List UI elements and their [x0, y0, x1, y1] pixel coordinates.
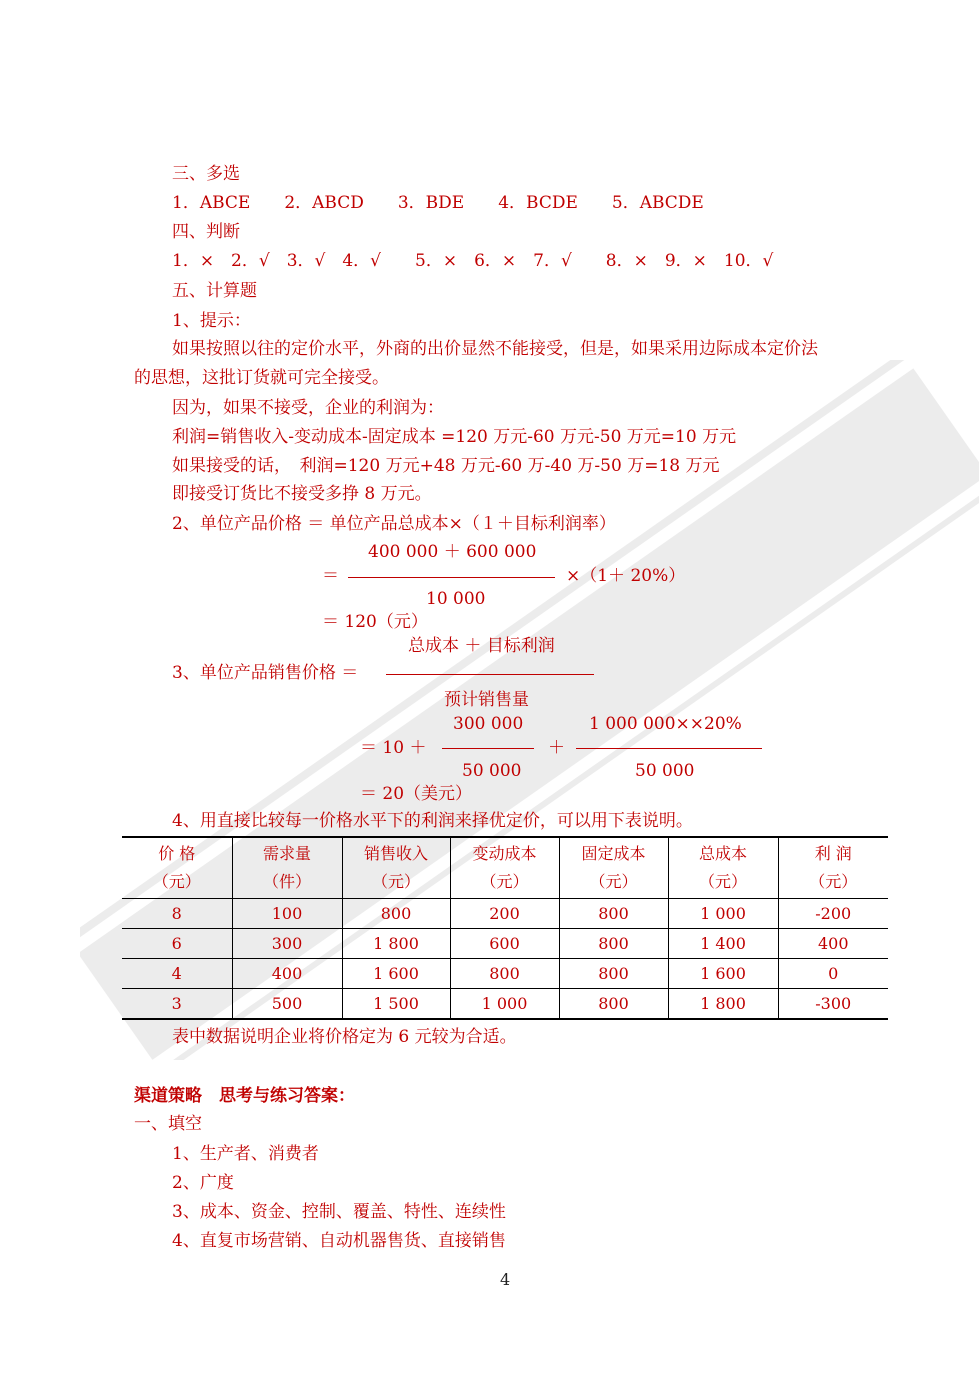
table-cell: 600: [450, 929, 559, 959]
table-cell: -200: [778, 899, 888, 929]
q2-multiplier: ×（1＋ 20%）: [566, 566, 686, 586]
fill-in-item: 2、广度: [172, 1173, 234, 1193]
table-cell: -300: [778, 989, 888, 1020]
q1-paragraph-line-1: 如果按照以往的定价水平，外商的出价显然不能接受，但是，如果采用边际成本定价法: [172, 339, 818, 359]
section-true-false-title: 四、判断: [172, 222, 240, 242]
q3-expression-left: ＝ 10 ＋: [360, 738, 427, 758]
table-cell: 1 000: [450, 989, 559, 1020]
table-cell: 400: [232, 959, 342, 989]
table-cell: 0: [778, 959, 888, 989]
table-cell: 800: [342, 899, 450, 929]
q3-fraction2-numerator: 1 000 000××20%: [589, 714, 742, 734]
q2-denominator: 10 000: [426, 589, 486, 609]
table-cell: 1 800: [342, 929, 450, 959]
fill-in-item: 4、直复市场营销、自动机器售货、直接销售: [172, 1231, 506, 1251]
table-row: [122, 899, 888, 929]
table-cell: 100: [232, 899, 342, 929]
table-cell: 400: [778, 929, 888, 959]
q1-profit-accept: 如果接受的话， 利润=120 万元+48 万元-60 万-40 万-50 万=18 万元: [172, 456, 720, 476]
table-cell: 300: [232, 929, 342, 959]
table-cell: 800: [559, 989, 668, 1020]
true-false-answers: 1．× 2．√ 3．√ 4．√ 5．× 6．× 7．√ 8．× 9．× 10．√: [172, 251, 774, 271]
q1-label: 1、提示：: [172, 311, 251, 331]
channel-strategy-heading: 渠道策略 思考与练习答案：: [134, 1086, 355, 1106]
q2-result: ＝ 120（元）: [322, 612, 428, 632]
table-row: [122, 989, 888, 1020]
q1-paragraph-line-2: 的思想，这批订货就可完全接受。: [134, 368, 389, 388]
section-calculation-title: 五、计算题: [172, 281, 257, 301]
page-number: 4: [500, 1270, 511, 1289]
q3-label: 3、单位产品销售价格 ＝: [172, 663, 359, 683]
fill-in-item: 3、成本、资金、控制、覆盖、特性、连续性: [172, 1202, 506, 1222]
table-row: [122, 929, 888, 959]
q3-fraction-bar: [386, 674, 594, 675]
table-cell: 1 400: [668, 929, 778, 959]
fill-in-title: 一、填空: [134, 1114, 202, 1134]
q2-fraction-bar: [348, 577, 555, 578]
table-cell: 1 600: [668, 959, 778, 989]
table-cell: 1 800: [668, 989, 778, 1020]
table-header-cell: 销售收入 （元）: [342, 837, 450, 899]
q3-fraction1-denominator: 50 000: [462, 761, 522, 781]
table-cell: 800: [559, 929, 668, 959]
table-cell: 200: [450, 899, 559, 929]
q1-profit-reject: 利润=销售收入-变动成本-固定成本 =120 万元-60 万元-50 万元=10 万元: [172, 427, 737, 447]
multiple-choice-answers: 1．ABCE 2．ABCD 3．BDE 4．BCDE 5．ABCDE: [172, 193, 704, 213]
table-header-cell: 变动成本 （元）: [450, 837, 559, 899]
table-header-cell: 利 润 （元）: [778, 837, 888, 899]
table-cell: 800: [450, 959, 559, 989]
table-header-cell: 需求量 （件）: [232, 837, 342, 899]
table-cell: 3: [122, 989, 232, 1020]
q1-reason: 因为，如果不接受，企业的利润为：: [172, 398, 444, 418]
table-cell: 6: [122, 929, 232, 959]
q1-conclusion: 即接受订货比不接受多挣 8 万元。: [172, 484, 432, 504]
table-cell: 1 600: [342, 959, 450, 989]
q2-formula: 2、单位产品价格 ＝ 单位产品总成本×（１＋目标利润率）: [172, 514, 616, 534]
q3-result: ＝ 20（美元）: [360, 784, 473, 804]
fill-in-item: 1、生产者、消费者: [172, 1144, 319, 1164]
table-row: [122, 959, 888, 989]
table-cell: 1 000: [668, 899, 778, 929]
q4-intro: 4、用直接比较每一价格水平下的利润来择优定价，可以用下表说明。: [172, 811, 693, 831]
q3-fraction1-bar: [442, 748, 534, 749]
table-cell: 4: [122, 959, 232, 989]
q3-denominator: 预计销售量: [444, 690, 529, 710]
table-header-cell: 总成本 （元）: [668, 837, 778, 899]
table-cell: 800: [559, 899, 668, 929]
table-header-cell: 价 格 （元）: [122, 837, 232, 899]
q3-fraction1-numerator: 300 000: [453, 714, 524, 734]
table-conclusion: 表中数据说明企业将价格定为 6 元较为合适。: [172, 1027, 517, 1047]
q3-plus: ＋: [548, 738, 565, 758]
price-profit-table: [122, 836, 888, 1020]
table-cell: 500: [232, 989, 342, 1020]
table-cell: 1 500: [342, 989, 450, 1020]
section-multiple-choice-title: 三、多选: [172, 164, 240, 184]
table-header-row: [122, 837, 888, 899]
q3-fraction2-bar: [576, 748, 762, 749]
table-header-cell: 固定成本 （元）: [559, 837, 668, 899]
table-cell: 800: [559, 959, 668, 989]
table-cell: 8: [122, 899, 232, 929]
q3-fraction2-denominator: 50 000: [635, 761, 695, 781]
q2-equals: ＝: [322, 566, 339, 586]
q2-numerator: 400 000 ＋ 600 000: [368, 542, 537, 562]
q3-numerator: 总成本 ＋ 目标利润: [408, 636, 555, 656]
